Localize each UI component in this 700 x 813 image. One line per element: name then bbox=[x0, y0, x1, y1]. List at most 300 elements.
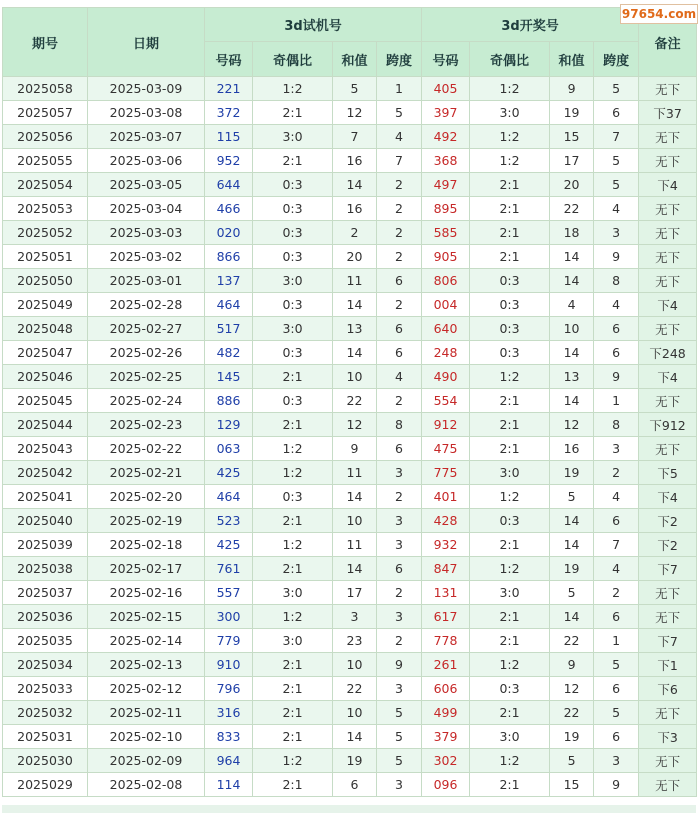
cell-remark: 无下 bbox=[639, 317, 697, 341]
cell-remark: 下5 bbox=[639, 461, 697, 485]
cell-draw-number: 617 bbox=[422, 605, 470, 629]
cell-trial-span: 9 bbox=[377, 653, 422, 677]
header-draw-group: 3d开奖号 bbox=[422, 8, 639, 42]
header-trial-sum: 和值 bbox=[333, 42, 377, 77]
cell-remark: 无下 bbox=[639, 581, 697, 605]
table-row bbox=[3, 197, 697, 221]
cell-trial-odd-even: 2:1 bbox=[253, 773, 333, 797]
cell-trial-number: 316 bbox=[205, 701, 253, 725]
cell-date: 2025-02-22 bbox=[88, 437, 205, 461]
cell-trial-span: 3 bbox=[377, 533, 422, 557]
table-header bbox=[3, 8, 697, 77]
cell-draw-odd-even: 1:2 bbox=[470, 125, 550, 149]
cell-trial-span: 3 bbox=[377, 461, 422, 485]
cell-draw-odd-even: 2:1 bbox=[470, 245, 550, 269]
cell-trial-sum: 16 bbox=[333, 149, 377, 173]
cell-trial-odd-even: 3:0 bbox=[253, 269, 333, 293]
cell-trial-number: 464 bbox=[205, 293, 253, 317]
cell-remark: 下7 bbox=[639, 629, 697, 653]
cell-date: 2025-02-09 bbox=[88, 749, 205, 773]
cell-trial-odd-even: 2:1 bbox=[253, 701, 333, 725]
cell-draw-number: 004 bbox=[422, 293, 470, 317]
cell-trial-span: 1 bbox=[377, 77, 422, 101]
cell-trial-sum: 5 bbox=[333, 77, 377, 101]
cell-draw-odd-even: 1:2 bbox=[470, 653, 550, 677]
cell-draw-span: 5 bbox=[594, 653, 639, 677]
cell-trial-odd-even: 3:0 bbox=[253, 581, 333, 605]
cell-trial-span: 8 bbox=[377, 413, 422, 437]
cell-trial-number: 221 bbox=[205, 77, 253, 101]
table-row bbox=[3, 245, 697, 269]
cell-draw-sum: 20 bbox=[550, 173, 594, 197]
cell-trial-odd-even: 2:1 bbox=[253, 413, 333, 437]
cell-draw-odd-even: 0:3 bbox=[470, 509, 550, 533]
cell-draw-span: 5 bbox=[594, 173, 639, 197]
cell-issue: 2025054 bbox=[3, 173, 88, 197]
table-row bbox=[3, 149, 697, 173]
cell-draw-span: 5 bbox=[594, 701, 639, 725]
cell-issue: 2025036 bbox=[3, 605, 88, 629]
cell-trial-span: 2 bbox=[377, 389, 422, 413]
cell-trial-odd-even: 2:1 bbox=[253, 677, 333, 701]
cell-trial-odd-even: 1:2 bbox=[253, 749, 333, 773]
cell-issue: 2025041 bbox=[3, 485, 88, 509]
cell-draw-span: 6 bbox=[594, 725, 639, 749]
cell-trial-sum: 23 bbox=[333, 629, 377, 653]
cell-draw-sum: 19 bbox=[550, 557, 594, 581]
header-draw-odd-even: 奇偶比 bbox=[470, 42, 550, 77]
cell-draw-sum: 12 bbox=[550, 677, 594, 701]
cell-draw-number: 554 bbox=[422, 389, 470, 413]
cell-trial-span: 2 bbox=[377, 629, 422, 653]
cell-trial-span: 6 bbox=[377, 341, 422, 365]
cell-remark: 下37 bbox=[639, 101, 697, 125]
cell-remark: 无下 bbox=[639, 749, 697, 773]
cell-remark: 无下 bbox=[639, 77, 697, 101]
cell-trial-span: 2 bbox=[377, 173, 422, 197]
table-row bbox=[3, 461, 697, 485]
cell-draw-number: 905 bbox=[422, 245, 470, 269]
cell-issue: 2025038 bbox=[3, 557, 88, 581]
cell-trial-sum: 14 bbox=[333, 341, 377, 365]
cell-trial-number: 114 bbox=[205, 773, 253, 797]
cell-draw-number: 640 bbox=[422, 317, 470, 341]
cell-remark: 下2 bbox=[639, 509, 697, 533]
cell-remark: 下4 bbox=[639, 173, 697, 197]
cell-trial-sum: 11 bbox=[333, 461, 377, 485]
cell-trial-span: 3 bbox=[377, 773, 422, 797]
cell-draw-sum: 5 bbox=[550, 485, 594, 509]
cell-draw-sum: 5 bbox=[550, 581, 594, 605]
cell-trial-sum: 14 bbox=[333, 173, 377, 197]
cell-trial-span: 3 bbox=[377, 509, 422, 533]
cell-draw-number: 606 bbox=[422, 677, 470, 701]
cell-draw-sum: 14 bbox=[550, 245, 594, 269]
cell-trial-sum: 11 bbox=[333, 269, 377, 293]
cell-draw-span: 6 bbox=[594, 317, 639, 341]
cell-trial-number: 779 bbox=[205, 629, 253, 653]
cell-draw-number: 778 bbox=[422, 629, 470, 653]
header-trial-odd-even: 奇偶比 bbox=[253, 42, 333, 77]
cell-trial-number: 464 bbox=[205, 485, 253, 509]
cell-draw-number: 096 bbox=[422, 773, 470, 797]
cell-draw-odd-even: 2:1 bbox=[470, 413, 550, 437]
cell-trial-sum: 22 bbox=[333, 389, 377, 413]
cell-trial-odd-even: 3:0 bbox=[253, 125, 333, 149]
cell-trial-sum: 11 bbox=[333, 533, 377, 557]
cell-trial-span: 6 bbox=[377, 557, 422, 581]
cell-draw-odd-even: 3:0 bbox=[470, 101, 550, 125]
cell-draw-odd-even: 2:1 bbox=[470, 173, 550, 197]
cell-trial-sum: 14 bbox=[333, 293, 377, 317]
cell-draw-sum: 19 bbox=[550, 461, 594, 485]
cell-draw-span: 9 bbox=[594, 365, 639, 389]
cell-draw-span: 6 bbox=[594, 605, 639, 629]
cell-draw-number: 585 bbox=[422, 221, 470, 245]
cell-trial-sum: 9 bbox=[333, 437, 377, 461]
cell-draw-span: 8 bbox=[594, 269, 639, 293]
cell-trial-odd-even: 1:2 bbox=[253, 437, 333, 461]
cell-draw-sum: 14 bbox=[550, 341, 594, 365]
cell-draw-span: 5 bbox=[594, 77, 639, 101]
cell-trial-number: 517 bbox=[205, 317, 253, 341]
cell-trial-odd-even: 1:2 bbox=[253, 533, 333, 557]
cell-trial-sum: 3 bbox=[333, 605, 377, 629]
cell-trial-number: 145 bbox=[205, 365, 253, 389]
cell-draw-span: 2 bbox=[594, 581, 639, 605]
table-row bbox=[3, 701, 697, 725]
cell-draw-odd-even: 2:1 bbox=[470, 605, 550, 629]
cell-draw-sum: 19 bbox=[550, 101, 594, 125]
cell-draw-sum: 22 bbox=[550, 701, 594, 725]
cell-draw-odd-even: 1:2 bbox=[470, 485, 550, 509]
cell-trial-span: 3 bbox=[377, 677, 422, 701]
cell-trial-odd-even: 0:3 bbox=[253, 173, 333, 197]
cell-draw-odd-even: 2:1 bbox=[470, 221, 550, 245]
table-row bbox=[3, 77, 697, 101]
cell-trial-number: 557 bbox=[205, 581, 253, 605]
cell-remark: 无下 bbox=[639, 125, 697, 149]
cell-draw-number: 379 bbox=[422, 725, 470, 749]
cell-date: 2025-02-26 bbox=[88, 341, 205, 365]
cell-trial-number: 910 bbox=[205, 653, 253, 677]
cell-draw-odd-even: 3:0 bbox=[470, 461, 550, 485]
table-row bbox=[3, 557, 697, 581]
table-row bbox=[3, 629, 697, 653]
cell-trial-number: 523 bbox=[205, 509, 253, 533]
cell-trial-sum: 12 bbox=[333, 101, 377, 125]
cell-trial-span: 2 bbox=[377, 581, 422, 605]
cell-trial-odd-even: 2:1 bbox=[253, 557, 333, 581]
cell-trial-odd-even: 0:3 bbox=[253, 485, 333, 509]
cell-date: 2025-02-18 bbox=[88, 533, 205, 557]
table-row bbox=[3, 605, 697, 629]
cell-draw-odd-even: 2:1 bbox=[470, 701, 550, 725]
table-row bbox=[3, 269, 697, 293]
cell-draw-odd-even: 1:2 bbox=[470, 77, 550, 101]
cell-trial-number: 482 bbox=[205, 341, 253, 365]
cell-issue: 2025039 bbox=[3, 533, 88, 557]
cell-issue: 2025029 bbox=[3, 773, 88, 797]
cell-trial-sum: 7 bbox=[333, 125, 377, 149]
cell-issue: 2025049 bbox=[3, 293, 88, 317]
cell-trial-number: 833 bbox=[205, 725, 253, 749]
header-date: 日期 bbox=[88, 8, 205, 77]
table-row bbox=[3, 413, 697, 437]
cell-date: 2025-02-24 bbox=[88, 389, 205, 413]
table-row bbox=[3, 365, 697, 389]
cell-issue: 2025040 bbox=[3, 509, 88, 533]
cell-trial-number: 761 bbox=[205, 557, 253, 581]
cell-issue: 2025043 bbox=[3, 437, 88, 461]
header-issue: 期号 bbox=[3, 8, 88, 77]
cell-trial-sum: 19 bbox=[333, 749, 377, 773]
cell-draw-span: 7 bbox=[594, 533, 639, 557]
table-row bbox=[3, 581, 697, 605]
cell-date: 2025-02-19 bbox=[88, 509, 205, 533]
cell-trial-odd-even: 0:3 bbox=[253, 293, 333, 317]
cell-issue: 2025056 bbox=[3, 125, 88, 149]
cell-draw-number: 775 bbox=[422, 461, 470, 485]
cell-draw-sum: 14 bbox=[550, 509, 594, 533]
cell-date: 2025-03-07 bbox=[88, 125, 205, 149]
cell-draw-number: 401 bbox=[422, 485, 470, 509]
cell-draw-odd-even: 1:2 bbox=[470, 365, 550, 389]
cell-draw-number: 405 bbox=[422, 77, 470, 101]
cell-draw-sum: 13 bbox=[550, 365, 594, 389]
cell-draw-odd-even: 1:2 bbox=[470, 557, 550, 581]
cell-draw-number: 131 bbox=[422, 581, 470, 605]
cell-draw-span: 6 bbox=[594, 101, 639, 125]
cell-draw-sum: 17 bbox=[550, 149, 594, 173]
cell-trial-number: 129 bbox=[205, 413, 253, 437]
cell-trial-sum: 22 bbox=[333, 677, 377, 701]
cell-date: 2025-02-14 bbox=[88, 629, 205, 653]
cell-draw-sum: 22 bbox=[550, 629, 594, 653]
cell-draw-number: 368 bbox=[422, 149, 470, 173]
cell-issue: 2025050 bbox=[3, 269, 88, 293]
cell-draw-sum: 14 bbox=[550, 269, 594, 293]
cell-remark: 无下 bbox=[639, 605, 697, 629]
cell-issue: 2025030 bbox=[3, 749, 88, 773]
cell-trial-odd-even: 1:2 bbox=[253, 77, 333, 101]
cell-trial-odd-even: 0:3 bbox=[253, 197, 333, 221]
cell-draw-odd-even: 2:1 bbox=[470, 533, 550, 557]
cell-issue: 2025032 bbox=[3, 701, 88, 725]
table-row bbox=[3, 677, 697, 701]
table-row bbox=[3, 653, 697, 677]
table-row bbox=[3, 101, 697, 125]
cell-remark: 无下 bbox=[639, 269, 697, 293]
cell-trial-odd-even: 2:1 bbox=[253, 101, 333, 125]
cell-issue: 2025035 bbox=[3, 629, 88, 653]
cell-date: 2025-02-12 bbox=[88, 677, 205, 701]
cell-draw-span: 3 bbox=[594, 749, 639, 773]
cell-draw-sum: 16 bbox=[550, 437, 594, 461]
cell-remark: 无下 bbox=[639, 437, 697, 461]
cell-date: 2025-03-02 bbox=[88, 245, 205, 269]
cell-trial-number: 866 bbox=[205, 245, 253, 269]
cell-issue: 2025047 bbox=[3, 341, 88, 365]
cell-trial-span: 4 bbox=[377, 365, 422, 389]
header-remark: 备注 bbox=[639, 8, 697, 77]
table-row bbox=[3, 725, 697, 749]
table-body bbox=[3, 77, 697, 797]
cell-remark: 无下 bbox=[639, 221, 697, 245]
cell-draw-sum: 14 bbox=[550, 533, 594, 557]
cell-trial-span: 7 bbox=[377, 149, 422, 173]
cell-date: 2025-03-03 bbox=[88, 221, 205, 245]
cell-trial-span: 5 bbox=[377, 701, 422, 725]
cell-date: 2025-02-23 bbox=[88, 413, 205, 437]
cell-remark: 下6 bbox=[639, 677, 697, 701]
cell-draw-number: 475 bbox=[422, 437, 470, 461]
cell-draw-span: 1 bbox=[594, 389, 639, 413]
cell-trial-sum: 13 bbox=[333, 317, 377, 341]
cell-issue: 2025052 bbox=[3, 221, 88, 245]
table-row bbox=[3, 773, 697, 797]
cell-trial-odd-even: 1:2 bbox=[253, 605, 333, 629]
cell-remark: 无下 bbox=[639, 197, 697, 221]
table-row bbox=[3, 389, 697, 413]
cell-draw-number: 397 bbox=[422, 101, 470, 125]
cell-date: 2025-03-01 bbox=[88, 269, 205, 293]
cell-remark: 无下 bbox=[639, 389, 697, 413]
cell-date: 2025-03-08 bbox=[88, 101, 205, 125]
cell-trial-number: 886 bbox=[205, 389, 253, 413]
site-watermark-logo: 97654.com bbox=[620, 4, 698, 24]
cell-draw-sum: 19 bbox=[550, 725, 594, 749]
cell-trial-number: 466 bbox=[205, 197, 253, 221]
cell-remark: 无下 bbox=[639, 773, 697, 797]
cell-date: 2025-03-04 bbox=[88, 197, 205, 221]
cell-draw-number: 248 bbox=[422, 341, 470, 365]
cell-issue: 2025033 bbox=[3, 677, 88, 701]
lottery-results-table bbox=[2, 7, 697, 797]
cell-draw-span: 5 bbox=[594, 149, 639, 173]
cell-date: 2025-03-06 bbox=[88, 149, 205, 173]
cell-trial-odd-even: 3:0 bbox=[253, 629, 333, 653]
cell-draw-span: 3 bbox=[594, 221, 639, 245]
cell-date: 2025-03-09 bbox=[88, 77, 205, 101]
table-row bbox=[3, 437, 697, 461]
cell-date: 2025-02-15 bbox=[88, 605, 205, 629]
cell-draw-odd-even: 3:0 bbox=[470, 581, 550, 605]
cell-trial-number: 425 bbox=[205, 461, 253, 485]
cell-trial-odd-even: 0:3 bbox=[253, 389, 333, 413]
cell-issue: 2025046 bbox=[3, 365, 88, 389]
cell-trial-number: 425 bbox=[205, 533, 253, 557]
cell-trial-sum: 20 bbox=[333, 245, 377, 269]
cell-remark: 下248 bbox=[639, 341, 697, 365]
cell-draw-odd-even: 2:1 bbox=[470, 629, 550, 653]
header-draw-number: 号码 bbox=[422, 42, 470, 77]
cell-remark: 下7 bbox=[639, 557, 697, 581]
cell-trial-odd-even: 3:0 bbox=[253, 317, 333, 341]
table-row bbox=[3, 317, 697, 341]
cell-trial-span: 6 bbox=[377, 437, 422, 461]
cell-issue: 2025058 bbox=[3, 77, 88, 101]
table-row bbox=[3, 749, 697, 773]
cell-issue: 2025031 bbox=[3, 725, 88, 749]
cell-trial-span: 2 bbox=[377, 293, 422, 317]
cell-draw-span: 6 bbox=[594, 341, 639, 365]
cell-draw-sum: 14 bbox=[550, 605, 594, 629]
cell-draw-number: 932 bbox=[422, 533, 470, 557]
cell-trial-number: 964 bbox=[205, 749, 253, 773]
cell-trial-span: 2 bbox=[377, 197, 422, 221]
cell-remark: 无下 bbox=[639, 245, 697, 269]
cell-date: 2025-02-25 bbox=[88, 365, 205, 389]
cell-draw-number: 806 bbox=[422, 269, 470, 293]
table-row bbox=[3, 293, 697, 317]
table-row bbox=[3, 341, 697, 365]
cell-draw-span: 4 bbox=[594, 293, 639, 317]
cell-issue: 2025057 bbox=[3, 101, 88, 125]
cell-draw-number: 428 bbox=[422, 509, 470, 533]
cell-draw-number: 499 bbox=[422, 701, 470, 725]
cell-draw-odd-even: 3:0 bbox=[470, 725, 550, 749]
results-table-wrapper bbox=[2, 7, 696, 797]
cell-draw-span: 4 bbox=[594, 557, 639, 581]
cell-trial-odd-even: 0:3 bbox=[253, 221, 333, 245]
header-draw-sum: 和值 bbox=[550, 42, 594, 77]
cell-trial-odd-even: 0:3 bbox=[253, 341, 333, 365]
cell-remark: 下1 bbox=[639, 653, 697, 677]
cell-date: 2025-02-28 bbox=[88, 293, 205, 317]
cell-date: 2025-02-13 bbox=[88, 653, 205, 677]
cell-draw-sum: 12 bbox=[550, 413, 594, 437]
cell-draw-number: 912 bbox=[422, 413, 470, 437]
cell-draw-span: 6 bbox=[594, 509, 639, 533]
cell-draw-span: 9 bbox=[594, 245, 639, 269]
cell-issue: 2025042 bbox=[3, 461, 88, 485]
cell-draw-sum: 4 bbox=[550, 293, 594, 317]
cell-draw-span: 7 bbox=[594, 125, 639, 149]
cell-trial-number: 020 bbox=[205, 221, 253, 245]
cell-trial-sum: 2 bbox=[333, 221, 377, 245]
cell-issue: 2025053 bbox=[3, 197, 88, 221]
cell-trial-number: 137 bbox=[205, 269, 253, 293]
header-trial-number: 号码 bbox=[205, 42, 253, 77]
cell-date: 2025-03-05 bbox=[88, 173, 205, 197]
cell-date: 2025-02-27 bbox=[88, 317, 205, 341]
table-row bbox=[3, 125, 697, 149]
cell-trial-sum: 14 bbox=[333, 725, 377, 749]
cell-trial-odd-even: 2:1 bbox=[253, 509, 333, 533]
cell-remark: 无下 bbox=[639, 701, 697, 725]
cell-issue: 2025045 bbox=[3, 389, 88, 413]
cell-remark: 下3 bbox=[639, 725, 697, 749]
cell-trial-sum: 10 bbox=[333, 653, 377, 677]
cell-trial-sum: 6 bbox=[333, 773, 377, 797]
cell-draw-odd-even: 2:1 bbox=[470, 389, 550, 413]
header-draw-span: 跨度 bbox=[594, 42, 639, 77]
cell-trial-span: 2 bbox=[377, 221, 422, 245]
cell-draw-number: 497 bbox=[422, 173, 470, 197]
cell-trial-number: 063 bbox=[205, 437, 253, 461]
header-trial-group: 3d试机号 bbox=[205, 8, 422, 42]
cell-draw-span: 8 bbox=[594, 413, 639, 437]
cell-trial-sum: 16 bbox=[333, 197, 377, 221]
cell-remark: 下912 bbox=[639, 413, 697, 437]
cell-date: 2025-02-10 bbox=[88, 725, 205, 749]
table-row bbox=[3, 533, 697, 557]
cell-trial-number: 300 bbox=[205, 605, 253, 629]
cell-draw-span: 3 bbox=[594, 437, 639, 461]
cell-draw-sum: 9 bbox=[550, 77, 594, 101]
cell-draw-span: 9 bbox=[594, 773, 639, 797]
